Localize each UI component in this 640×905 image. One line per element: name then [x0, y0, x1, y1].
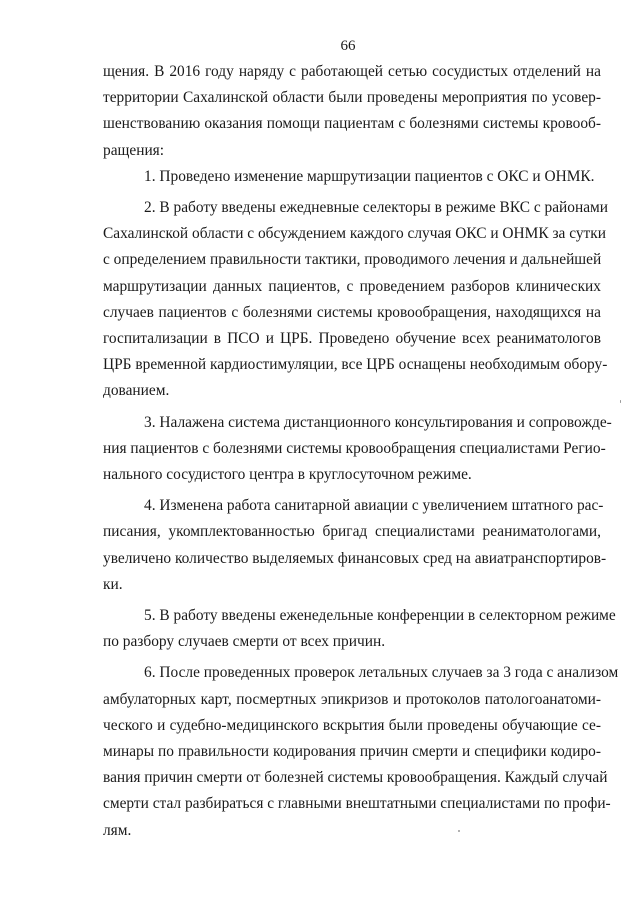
text-line: Сахалинской области с обсуждением каждого случая ОКС и ОНМК за сутки — [103, 225, 606, 243]
text-line: 2. В работу введены ежедневные селекторы в режиме ВКС с районами — [144, 199, 608, 217]
text-line: 6. После проведенных проверок летальных случаев за 3 года с анализом — [144, 664, 619, 682]
paragraph — [103, 603, 616, 655]
text-line: увеличено количество выделяемых финансовых сред на авиатранспортиров- — [103, 549, 607, 567]
text-line: 4. Изменена работа санитарной авиации с увеличением штатного рас- — [144, 497, 604, 515]
text-line: госпитализации в ПСО и ЦРБ. Проведено обучение всех реаниматологов — [103, 330, 601, 348]
text-line: маршрутизации данных пациентов, с проведением разборов клинических — [103, 277, 601, 295]
text-line: писания, укомплектованностью бригад специалистами реаниматологами, — [103, 523, 601, 541]
text-line: щения. В 2016 году наряду с работающей сетью сосудистых отделений на — [103, 63, 601, 80]
text-line: 1. Проведено изменение маршрутизации пациентов с ОКС и ОНМК. — [144, 167, 595, 185]
text-line: ЦРБ временной кардиостимуляции, все ЦРБ оснащены необходимым обору- — [103, 356, 608, 374]
paragraph — [103, 195, 608, 405]
paragraph — [103, 660, 619, 843]
text-line: 3. Налажена система дистанционного консультирования и сопровожде- — [144, 413, 612, 431]
text-line: ращения: — [103, 141, 165, 159]
text-line: ки. — [103, 575, 123, 593]
text-line: 5. В работу введены еженедельные конференции в селекторном режиме — [144, 607, 616, 625]
text-line: амбулаторных карт, посмертных эпикризов и протоколов патологоанатоми- — [103, 690, 601, 708]
text-line: ния пациентов с болезнями системы кровообращения специалистами Регио- — [103, 439, 606, 457]
text-line: смерти стал разбираться с главными внештатными специалистами по профи- — [103, 795, 611, 813]
text-line: дованием. — [103, 382, 170, 400]
paragraph — [103, 164, 601, 190]
text-line: территории Сахалинской области были проведены мероприятия по усовер- — [103, 89, 601, 107]
text-line: лям. — [103, 821, 132, 839]
text-line: случаев пациентов с болезнями системы кровообращения, находящихся на — [103, 303, 601, 321]
text-line: нального сосудистого центра в круглосуточном режиме. — [103, 466, 472, 484]
scan-speck — [458, 830, 460, 832]
body-text — [103, 59, 619, 844]
text-line: шенствованию оказания помощи пациентам с болезнями системы кровооб- — [103, 115, 601, 133]
text-line: по разбору случаев смерти от всех причин. — [103, 633, 386, 651]
text-line: вания причин смерти от болезней системы кровообращения. Каждый случай — [103, 769, 608, 787]
paragraph — [103, 410, 612, 489]
scan-speck — [620, 400, 621, 403]
page-number: 66 — [340, 38, 356, 54]
paragraph — [103, 59, 601, 164]
text-line: ческого и судебно-медицинского вскрытия были проведены обучающие се- — [103, 716, 601, 734]
text-line: минары по правильности кодирования причин смерти и специфики кодиро- — [103, 743, 601, 761]
paragraph — [103, 493, 607, 598]
text-line: с определением правильности тактики, проводимого лечения и дальнейшей — [103, 251, 602, 269]
